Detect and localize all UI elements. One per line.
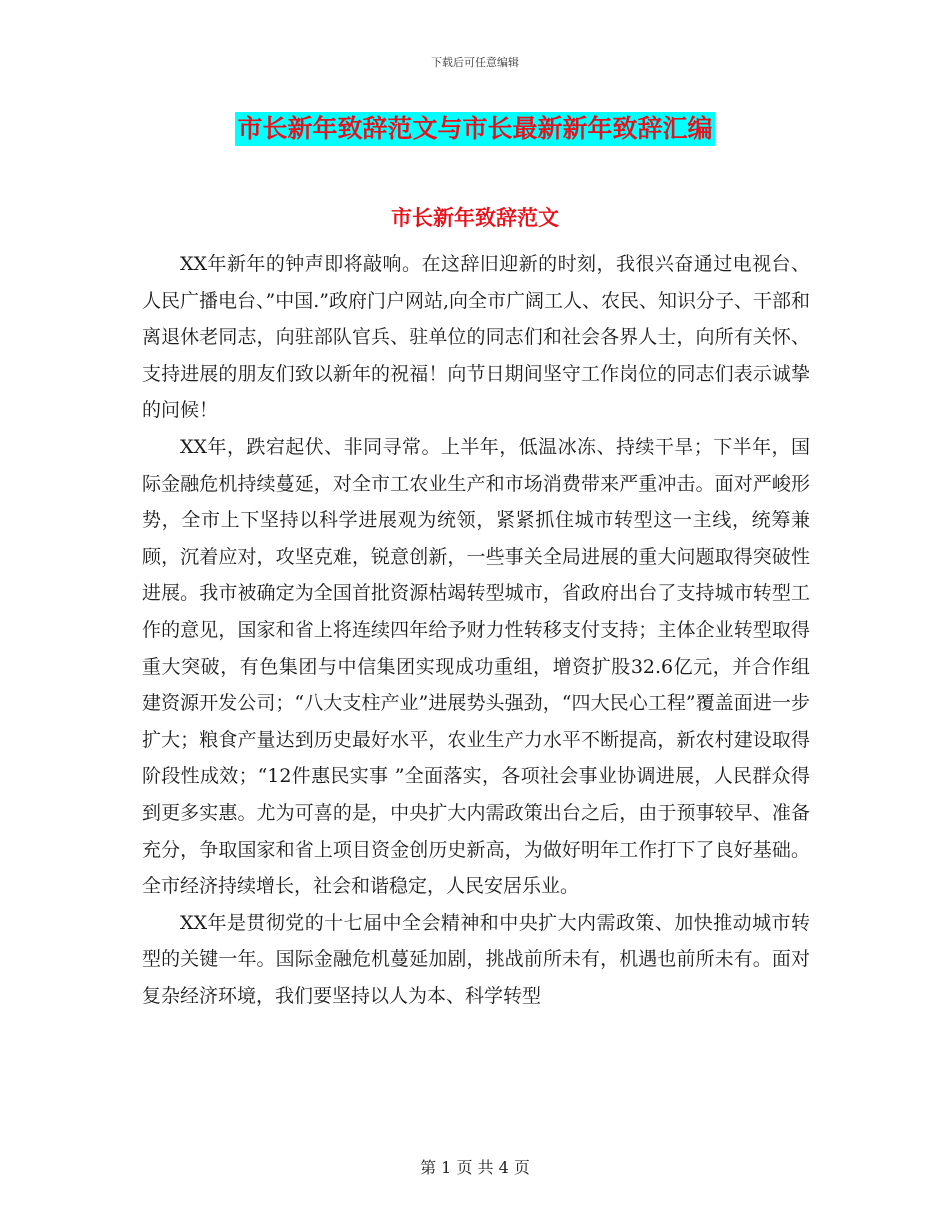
- document-title-container: [0, 112, 950, 146]
- paragraph: XX年新年的钟声即将敲响。在这辞旧迎新的时刻，我很兴奋通过电视台、人民广播电台、”中国.”政府门户网站,向全市广阔工人、农民、知识分子、干部和离退休老同志，向驻部队官兵、驻单位的同志们和社会各界人士，向所有关怀、支持进展的朋友们致以新年的祝福！向节日期间坚守工作岗位的同志们表示诚挚的问候！: [142, 253, 811, 422]
- document-body: [142, 246, 810, 1014]
- header-note: 下载后可任意编辑: [431, 56, 519, 69]
- document-title: 市长新年致辞范文与市长最新新年致辞汇编: [235, 112, 714, 146]
- page-indicator: 第 1 页 共 4 页: [420, 1158, 530, 1177]
- section-title: 市长新年致辞范文: [391, 205, 559, 230]
- paragraph: XX年是贯彻党的十七届中全会精神和中央扩大内需政策、加快推动城市转型的关键一年。国际金融危机蔓延加剧，挑战前所未有，机遇也前所未有。面对复杂经济环境，我们要坚持以人为本、科学转型: [142, 911, 810, 1007]
- paragraph: XX年，跌宕起伏、非同寻常。上半年，低温冰冻、持续干旱；下半年，国际金融危机持续蔓延，对全市工农业生产和市场消费带来严重冲击。面对严峻形势，全市上下坚持以科学进展观为统领，紧紧抓住城市转型这一主线，统筹兼顾，沉着应对，攻坚克难，锐意创新，一些事关全局进展的重大问题取得突破性进展。我市被确定为全国首批资源枯竭转型城市，省政府出台了支持城市转型工作的意见，国家和省上将连续四年给予财力性转移支付支持；主体企业转型取得重大突破，有色集团与中信集团实现成功重组，增资扩股32.6亿元，并合作组建资源开发公司；“八大支柱产业”进展势头强劲，“四大民心工程”覆盖面进一步扩大；粮食产量达到历史最好水平，农业生产力水平不断提高，新农村建设取得阶段性成效；“12件惠民实事 ”全面落实，各项社会事业协调进展，人民群众得到更多实惠。尤为可喜的是，中央扩大内需政策出台之后，由于预事较早、准备充分，争取国家和省上项目资金创历史新高，为做好明年工作打下了良好基础。全市经济持续增长，社会和谐稳定，人民安居乐业。: [142, 435, 810, 898]
